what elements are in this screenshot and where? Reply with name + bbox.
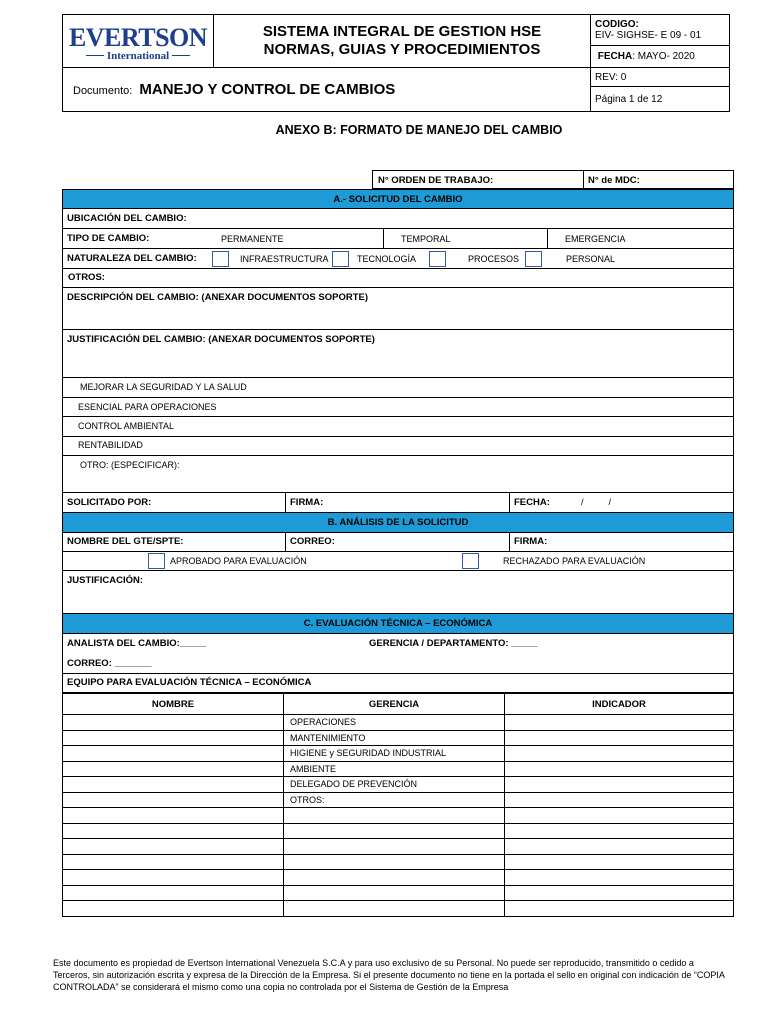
nombre-cell[interactable] xyxy=(63,808,284,824)
indicador-cell[interactable] xyxy=(505,854,734,870)
codigo-cell xyxy=(591,15,730,46)
indicador-cell[interactable] xyxy=(505,777,734,793)
gerencia-cell[interactable] xyxy=(284,901,505,917)
indicador-cell[interactable] xyxy=(505,808,734,824)
tipo-emergencia[interactable]: EMERGENCIA xyxy=(565,234,626,244)
descripcion-row[interactable] xyxy=(62,288,734,330)
codigo-value: EIV- SIGHSE- E 09 - 01 xyxy=(595,30,702,42)
motivo-row[interactable] xyxy=(62,417,734,437)
section-c-header: C. EVALUACIÓN TÉCNICA – ECONÓMICA xyxy=(62,614,734,634)
table-row xyxy=(63,839,734,855)
nombre-cell[interactable] xyxy=(63,715,284,731)
nombre-cell[interactable] xyxy=(63,885,284,901)
naturaleza-personal: PERSONAL xyxy=(566,254,616,264)
ubicacion-row xyxy=(62,209,734,229)
logo-subtitle: International xyxy=(63,51,213,62)
gerencia-cell[interactable]: AMBIENTE xyxy=(284,761,505,777)
gerencia-cell[interactable]: HIGIENE y SEGURIDAD INDUSTRIAL xyxy=(284,746,505,762)
table-row xyxy=(63,870,734,886)
indicador-cell[interactable] xyxy=(505,715,734,731)
solicitado-row xyxy=(62,493,734,513)
equipo-table xyxy=(62,693,734,917)
equipo-row xyxy=(62,673,734,693)
table-row xyxy=(63,777,734,793)
nombre-cell[interactable] xyxy=(63,761,284,777)
orden-mdc-row xyxy=(372,170,734,189)
indicador-cell[interactable] xyxy=(505,746,734,762)
table-row xyxy=(63,854,734,870)
footer-disclaimer: Este documento es propiedad de Evertson International Venezuela S.C.A y para uso exclusivo de su Personal. No puede ser reproducido, transmitido o cedido a Terceros, sin autorización escrita y expresa de la Dirección de la Empresa. Si el presente documento no tiene en la portada el sello en original con indicación de “COPIA CONTROLADA” se considerará el mismo como una copia no controlada por el Sistema de Gestión de la Empresa xyxy=(53,958,725,992)
anexo-title: ANEXO B: FORMATO DE MANEJO DEL CAMBIO xyxy=(275,123,563,137)
ubicacion-label: UBICACIÓN DEL CAMBIO: xyxy=(67,213,187,224)
table-row xyxy=(63,901,734,917)
document-system-title xyxy=(214,15,591,68)
otros-label: OTROS: xyxy=(68,272,105,283)
indicador-cell[interactable] xyxy=(505,823,734,839)
gerencia-cell[interactable] xyxy=(284,885,505,901)
gte-row xyxy=(62,533,734,552)
rev-cell: REV: 0 xyxy=(591,68,730,87)
nombre-cell[interactable] xyxy=(63,870,284,886)
analista-label[interactable]: ANALISTA DEL CAMBIO:_____ xyxy=(67,638,207,649)
gerencia-cell[interactable] xyxy=(284,854,505,870)
equipo-label: EQUIPO PARA EVALUACIÓN TÉCNICA – ECONÓMICA xyxy=(67,677,312,688)
gte-nombre-label[interactable]: NOMBRE DEL GTE/SPTE: xyxy=(67,536,184,547)
motivo-row[interactable] xyxy=(62,437,734,456)
pagina-cell: Página 1 de 12 xyxy=(591,87,730,112)
gerencia-cell[interactable]: OPERACIONES xyxy=(284,715,505,731)
indicador-cell[interactable] xyxy=(505,901,734,917)
justificacion-cambio-row[interactable] xyxy=(62,330,734,378)
justificacion-b-row[interactable] xyxy=(62,571,734,614)
company-logo xyxy=(63,15,214,68)
motivo-row[interactable] xyxy=(62,398,734,417)
fecha-cell xyxy=(591,46,730,68)
personal-checkbox[interactable] xyxy=(525,251,542,267)
gerencia-cell[interactable] xyxy=(284,808,505,824)
table-row xyxy=(63,746,734,762)
descripcion-label: DESCRIPCIÓN DEL CAMBIO: (ANEXAR DOCUMENTOS SOPORTE) xyxy=(67,292,369,303)
col-indicador: INDICADOR xyxy=(505,694,734,715)
table-row xyxy=(63,792,734,808)
nombre-cell[interactable] xyxy=(63,746,284,762)
justificacion-b-label: JUSTIFICACIÓN: xyxy=(67,575,143,586)
gerencia-cell[interactable] xyxy=(284,839,505,855)
analista-block xyxy=(62,634,734,673)
gerencia-cell[interactable]: OTROS: xyxy=(284,792,505,808)
col-nombre: NOMBRE xyxy=(63,694,284,715)
nombre-cell[interactable] xyxy=(63,792,284,808)
table-row xyxy=(63,761,734,777)
tipo-cambio-row xyxy=(62,229,734,249)
nombre-cell[interactable] xyxy=(63,823,284,839)
gte-firma-label[interactable]: FIRMA: xyxy=(514,536,548,547)
aprobacion-row xyxy=(62,552,734,571)
table-row xyxy=(63,730,734,746)
firma-label[interactable]: FIRMA: xyxy=(290,497,324,508)
motivo-row[interactable] xyxy=(62,378,734,398)
documento-cell xyxy=(63,68,591,112)
section-a-header: A.- SOLICITUD DEL CAMBIO xyxy=(62,189,734,209)
tipo-permanente[interactable]: PERMANENTE xyxy=(221,234,284,244)
motivo-operaciones: ESENCIAL PARA OPERACIONES xyxy=(78,402,217,412)
motivo-seguridad: MEJORAR LA SEGURIDAD Y LA SALUD xyxy=(80,382,247,392)
naturaleza-procesos: PROCESOS xyxy=(468,254,520,264)
title-line-2: NORMAS, GUIAS Y PROCEDIMIENTOS xyxy=(263,41,541,58)
indicador-cell[interactable] xyxy=(505,730,734,746)
naturaleza-row xyxy=(62,249,734,269)
nombre-cell[interactable] xyxy=(63,901,284,917)
table-row xyxy=(63,885,734,901)
indicador-cell[interactable] xyxy=(505,761,734,777)
indicador-cell[interactable] xyxy=(505,839,734,855)
naturaleza-tecnologia: TECNOLOGÍA xyxy=(357,254,417,264)
rechazado-label: RECHAZADO PARA EVALUACIÓN xyxy=(503,556,646,566)
document-header xyxy=(62,14,730,112)
nombre-cell[interactable] xyxy=(63,839,284,855)
codigo-label: CODIGO: xyxy=(595,19,639,31)
rechazado-checkbox[interactable] xyxy=(462,553,479,569)
tipo-temporal[interactable]: TEMPORAL xyxy=(401,234,451,244)
indicador-cell[interactable] xyxy=(505,792,734,808)
nombre-cell[interactable] xyxy=(63,854,284,870)
documento-value: MANEJO Y CONTROL DE CAMBIOS xyxy=(139,81,396,98)
tecnologia-checkbox[interactable] xyxy=(332,251,349,267)
otros-row xyxy=(62,269,734,288)
mdc-label: N° de MDC: xyxy=(588,175,640,186)
table-row xyxy=(63,823,734,839)
gerencia-departamento-label[interactable]: GERENCIA / DEPARTAMENTO: _____ xyxy=(369,638,538,649)
procesos-checkbox[interactable] xyxy=(429,251,446,267)
documento-label: Documento: xyxy=(73,85,133,97)
motivo-otro: OTRO: (ESPECIFICAR): xyxy=(80,460,180,470)
motivo-otro-row[interactable] xyxy=(62,456,734,493)
indicador-cell[interactable] xyxy=(505,870,734,886)
nombre-cell[interactable] xyxy=(63,730,284,746)
fecha-label[interactable]: FECHA: xyxy=(514,497,550,508)
tipo-cambio-label: TIPO DE CAMBIO: xyxy=(67,233,150,244)
indicador-cell[interactable] xyxy=(505,885,734,901)
title-line-1: SISTEMA INTEGRAL DE GESTION HSE xyxy=(262,23,542,40)
gerencia-cell[interactable]: DELEGADO DE PREVENCIÓN xyxy=(284,777,505,793)
analista-correo-label[interactable]: CORREO: _______ xyxy=(67,658,152,669)
justificacion-cambio-label: JUSTIFICACIÓN DEL CAMBIO: (ANEXAR DOCUMENTOS SOPORTE) xyxy=(67,334,375,345)
gerencia-cell[interactable] xyxy=(284,823,505,839)
logo-wordmark: EVERTSON xyxy=(68,22,208,52)
solicitado-label[interactable]: SOLICITADO POR: xyxy=(67,497,152,508)
orden-trabajo-label: N° ORDEN DE TRABAJO: xyxy=(378,175,494,186)
motivo-ambiental: CONTROL AMBIENTAL xyxy=(78,421,175,431)
fecha-value: : MAYO- 2020 xyxy=(632,51,695,63)
table-row xyxy=(63,715,734,731)
infraestructura-checkbox[interactable] xyxy=(212,251,229,267)
aprobado-checkbox[interactable] xyxy=(148,553,165,569)
nombre-cell[interactable] xyxy=(63,777,284,793)
gerencia-cell[interactable]: MANTENIMIENTO xyxy=(284,730,505,746)
aprobado-label: APROBADO PARA EVALUACIÓN xyxy=(170,556,307,566)
table-row xyxy=(63,808,734,824)
gerencia-cell[interactable] xyxy=(284,870,505,886)
gte-correo-label[interactable]: CORREO: xyxy=(290,536,335,547)
fecha-separators: / / xyxy=(581,497,612,507)
col-gerencia: GERENCIA xyxy=(284,694,505,715)
naturaleza-infraestructura: INFRAESTRUCTURA xyxy=(240,254,329,264)
fecha-label: FECHA xyxy=(597,51,633,63)
motivo-rentabilidad: RENTABILIDAD xyxy=(78,440,143,450)
section-b-header: B. ANÁLISIS DE LA SOLICITUD xyxy=(62,513,734,533)
naturaleza-label: NATURALEZA DEL CAMBIO: xyxy=(67,253,197,264)
